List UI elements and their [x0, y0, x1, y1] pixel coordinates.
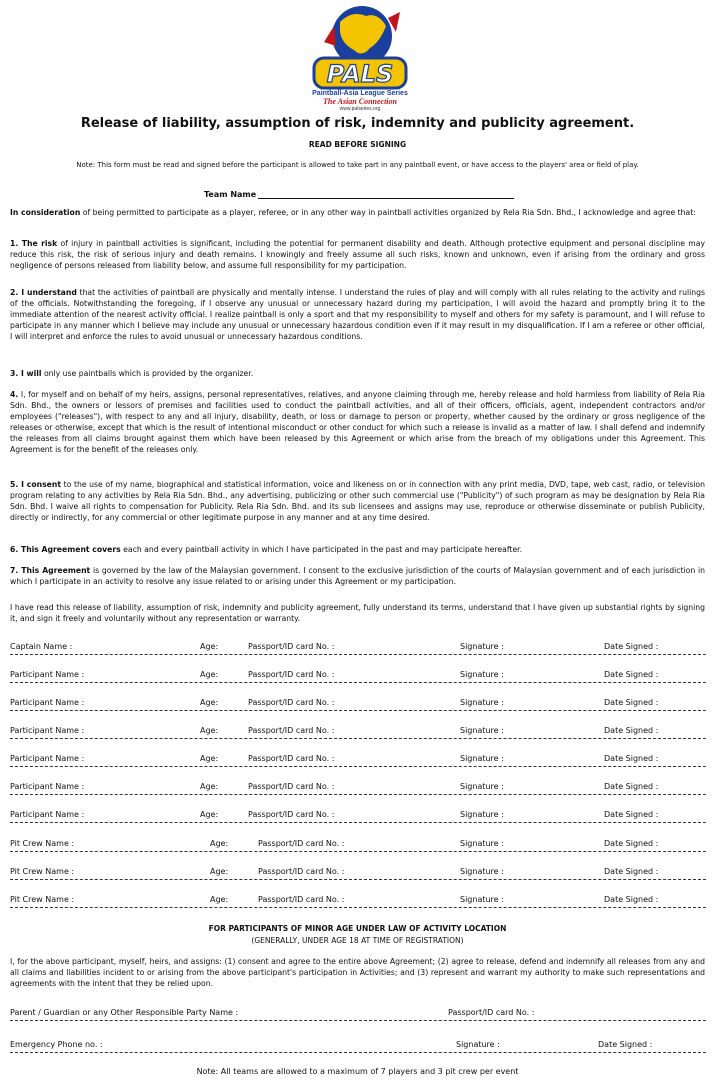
para-lead: 6. This Agreement covers: [10, 545, 121, 554]
paragraph-understand: [10, 287, 705, 342]
row-passport-label: Passport/ID card No. :: [248, 810, 335, 819]
row-date-label: Date Signed :: [604, 726, 659, 735]
paragraph-consent: [10, 479, 705, 523]
signature-row-participant[interactable]: [10, 670, 706, 683]
para-text: I, for myself and on behalf of my heirs, assigns, personal representatives, relatives, and anyone claiming through me, hereby release and hold harmless from liability of Rela Ria Sdn. Bhd., the owners or lessors of premises and facilities used to conduct the paintball activities, and all of their officers, officials, agent, independent contractors and/or employees ("releases"), with respect to any and all injury, disability, death, or loss or damage to person or property, whether caused by the ordinary or gross negligence of the releases or otherwise, except that which is the result of intentional misconduct or other conduct for which such a release is invalid as a matter of law. I shall defend and indemnify the releases from all claims brought against them which have been released by this Agreement or which arise from the breach of my obligations under this Agreement. This Agreement is for the benefit of the releases only.: [10, 390, 705, 455]
row-name-label: Participant Name :: [10, 810, 85, 819]
signature-row-pit-crew[interactable]: [10, 895, 706, 908]
para-lead: 2. I understand: [10, 288, 77, 297]
row-age-label: Age:: [210, 867, 229, 876]
para-lead: 1. The risk: [10, 239, 58, 248]
row-name-label: Participant Name :: [10, 754, 85, 763]
para-text: of injury in paintball activities is significant, including the potential for permanent disability and death. Although protective equipment and personal discipline may reduce this risk, the risk of serious injury and death remains. I knowingly and freely assume all such risks, known and unknown, even if arising from the ordinary and gross negligence of persons released from liability below, and assume full responsibility for my participation.: [10, 239, 705, 271]
logo-line-1: Paintball-Asia League Series: [312, 90, 408, 97]
row-date-label: Date Signed :: [604, 867, 659, 876]
paragraph-risk: [10, 238, 705, 271]
row-passport-label: Passport/ID card No. :: [248, 782, 335, 791]
row-signature-label: Signature :: [460, 754, 504, 763]
signature-row-participant[interactable]: [10, 698, 706, 711]
logo-line-2: The Asian Connection: [323, 97, 397, 106]
para-text: of being permitted to participate as a player, referee, or in any other way in paintball activities organized by Rela Ria Sdn. Bhd., I acknowledge and agree that:: [80, 208, 696, 217]
row-signature-label: Signature :: [460, 726, 504, 735]
paragraph-acknowledgement: [10, 602, 705, 624]
para-text: that the activities of paintball are physically and mentally intense. I understand the rules of play and will comply with all rules relating to the activity and rulings of the officials. Notwithstanding the foregoing, if I observe any unusual or unnecessary hazard during my participation, I will avoid the hazard and promptly bring it to the immediate attention of the nearest activity official. I realize paintball is only a sport and that my responsibility to myself and others for my safety is paramount, and I will refuse to participate in any manner which I believe may include any unusual or unnecessary hazardous condition even if it may result in my disqualification. If I am a referee or other official, I will interpret and enforce the rules to avoid unusual or unnecessary hazardous conditions.: [10, 288, 705, 342]
row-date-label: Date Signed :: [604, 698, 659, 707]
para-text: only use paintballs which is provided by the organizer.: [41, 369, 254, 378]
row-name-label: Captain Name :: [10, 642, 73, 651]
guardian-passport-label: Passport/ID card No. :: [448, 1008, 535, 1017]
signature-row-participant[interactable]: [10, 726, 706, 739]
minor-section-subheading: (GENERALLY, UNDER AGE 18 AT TIME OF REGISTRATION): [251, 936, 464, 945]
row-signature-label: Signature :: [460, 670, 504, 679]
row-passport-label: Passport/ID card No. :: [248, 642, 335, 651]
row-age-label: Age:: [200, 726, 219, 735]
paragraph-governing-law: [10, 565, 705, 587]
para-text: I, for the above participant, myself, heirs, and assigns: (1) consent and agree to the entire above Agreement; (2) agree to release, defend and indemnify all releases from any and all claims and liabilities incident to or arising from the above participant's participation in Activities; and (3) represent and warrant my authority to make such representations and agreements with the intent that they be relied upon.: [10, 957, 705, 989]
row-age-label: Age:: [200, 782, 219, 791]
row-passport-label: Passport/ID card No. :: [258, 839, 345, 848]
row-signature-label: Signature :: [460, 810, 504, 819]
team-name-field[interactable]: [204, 190, 514, 199]
row-signature-label: Signature :: [460, 867, 504, 876]
para-lead: 5. I consent: [10, 480, 62, 489]
paragraph-paintballs: [10, 368, 705, 379]
emergency-signature-label: Signature :: [456, 1040, 500, 1049]
row-age-label: Age:: [200, 698, 219, 707]
row-age-label: Age:: [200, 670, 219, 679]
row-date-label: Date Signed :: [604, 782, 659, 791]
read-before-signing: READ BEFORE SIGNING: [308, 140, 407, 149]
row-name-label: Pit Crew Name :: [10, 867, 75, 876]
form-note: Note: This form must be read and signed before the participant is allowed to take part in any paintball event, or have access to the players' area or field of play.: [76, 161, 639, 169]
row-date-label: Date Signed :: [604, 754, 659, 763]
guardian-row[interactable]: [10, 1008, 706, 1021]
para-lead: 4.: [10, 390, 19, 399]
para-text: I have read this release of liability, assumption of risk, indemnity and publicity agreement, fully understand its terms, understand that I have given up substantial rights by signing it, and sign it freely and voluntarily without any representation or warranty.: [10, 603, 705, 624]
minor-consent-text: [10, 956, 705, 989]
signature-row-participant[interactable]: [10, 754, 706, 767]
row-name-label: Pit Crew Name :: [10, 895, 75, 904]
row-signature-label: Signature :: [460, 839, 504, 848]
row-age-label: Age:: [210, 895, 229, 904]
row-signature-label: Signature :: [460, 782, 504, 791]
para-text: each and every paintball activity in which I have participated in the past and may participate hereafter.: [120, 545, 523, 554]
para-lead: 7. This Agreement: [10, 566, 91, 575]
row-signature-label: Signature :: [460, 642, 504, 651]
signature-row-pit-crew[interactable]: [10, 867, 706, 880]
signature-row-pit-crew[interactable]: [10, 839, 706, 852]
row-date-label: Date Signed :: [604, 839, 659, 848]
signature-row-participant[interactable]: [10, 810, 706, 823]
guardian-name-label: Parent / Guardian or any Other Responsible Party Name :: [10, 1008, 239, 1017]
paragraph-consideration: [10, 207, 705, 218]
row-name-label: Participant Name :: [10, 670, 85, 679]
row-passport-label: Passport/ID card No. :: [248, 670, 335, 679]
minor-section-heading: FOR PARTICIPANTS OF MINOR AGE UNDER LAW OF ACTIVITY LOCATION: [208, 924, 507, 933]
para-text: to the use of my name, biographical and statistical information, voice and likeness on or in connection with any print media, DVD, tape, web cast, radio, or television program relating to any activities by Rela Ria Sdn. Bhd., any advertising, publicizing or other such commercial use ("Publicity") of such program as may be designation by Rela Ria Sdn. Bhd. I waive all rights to compensation for Publicity. Rela Ria Sdn. Bhd. and its sub licensees and assigns may use, reproduce or otherwise disseminate or publish Publicity, directly or indirectly, for any commercial or other legitimate purpose in any manner and at any time desired.: [10, 480, 705, 523]
signature-row-captain[interactable]: [10, 642, 706, 655]
team-name-line[interactable]: [258, 198, 514, 199]
row-date-label: Date Signed :: [604, 895, 659, 904]
emergency-date-label: Date Signed :: [598, 1040, 653, 1049]
paragraph-covers: [10, 544, 705, 555]
row-passport-label: Passport/ID card No. :: [248, 726, 335, 735]
row-age-label: Age:: [210, 839, 229, 848]
para-text: is governed by the law of the Malaysian government. I consent to the exclusive jurisdiction of the courts of Malaysian government and of each jurisdiction in which I participate in an activity to resolve any issue related to or arising under this Agreement or my participation.: [10, 566, 705, 587]
logo-wordmark: PALS: [326, 60, 394, 88]
row-passport-label: Passport/ID card No. :: [258, 867, 345, 876]
paragraph-release: [10, 389, 705, 456]
row-name-label: Participant Name :: [10, 726, 85, 735]
row-passport-label: Passport/ID card No. :: [248, 698, 335, 707]
row-passport-label: Passport/ID card No. :: [258, 895, 345, 904]
row-age-label: Age:: [200, 642, 219, 651]
footer-note: Note: All teams are allowed to a maximum of 7 players and 3 pit crew per event: [196, 1067, 519, 1076]
row-date-label: Date Signed :: [604, 810, 659, 819]
row-name-label: Participant Name :: [10, 698, 85, 707]
team-name-label: Team Name: [204, 190, 257, 199]
para-lead: In consideration: [10, 208, 81, 217]
signature-row-participant[interactable]: [10, 782, 706, 795]
row-signature-label: Signature :: [460, 698, 504, 707]
para-lead: 3. I will: [10, 369, 42, 378]
logo-tagline: [300, 90, 420, 112]
row-name-label: Participant Name :: [10, 782, 85, 791]
logo-url: www.palseries.org: [339, 106, 381, 112]
row-passport-label: Passport/ID card No. :: [248, 754, 335, 763]
row-date-label: Date Signed :: [604, 670, 659, 679]
document-title: Release of liability, assumption of risk, indemnity and publicity agreement.: [80, 116, 635, 131]
row-signature-label: Signature :: [460, 895, 504, 904]
emergency-row[interactable]: [10, 1040, 706, 1053]
row-age-label: Age:: [200, 754, 219, 763]
row-date-label: Date Signed :: [604, 642, 659, 651]
row-name-label: Pit Crew Name :: [10, 839, 75, 848]
emergency-phone-label: Emergency Phone no. :: [10, 1040, 103, 1049]
row-age-label: Age:: [200, 810, 219, 819]
